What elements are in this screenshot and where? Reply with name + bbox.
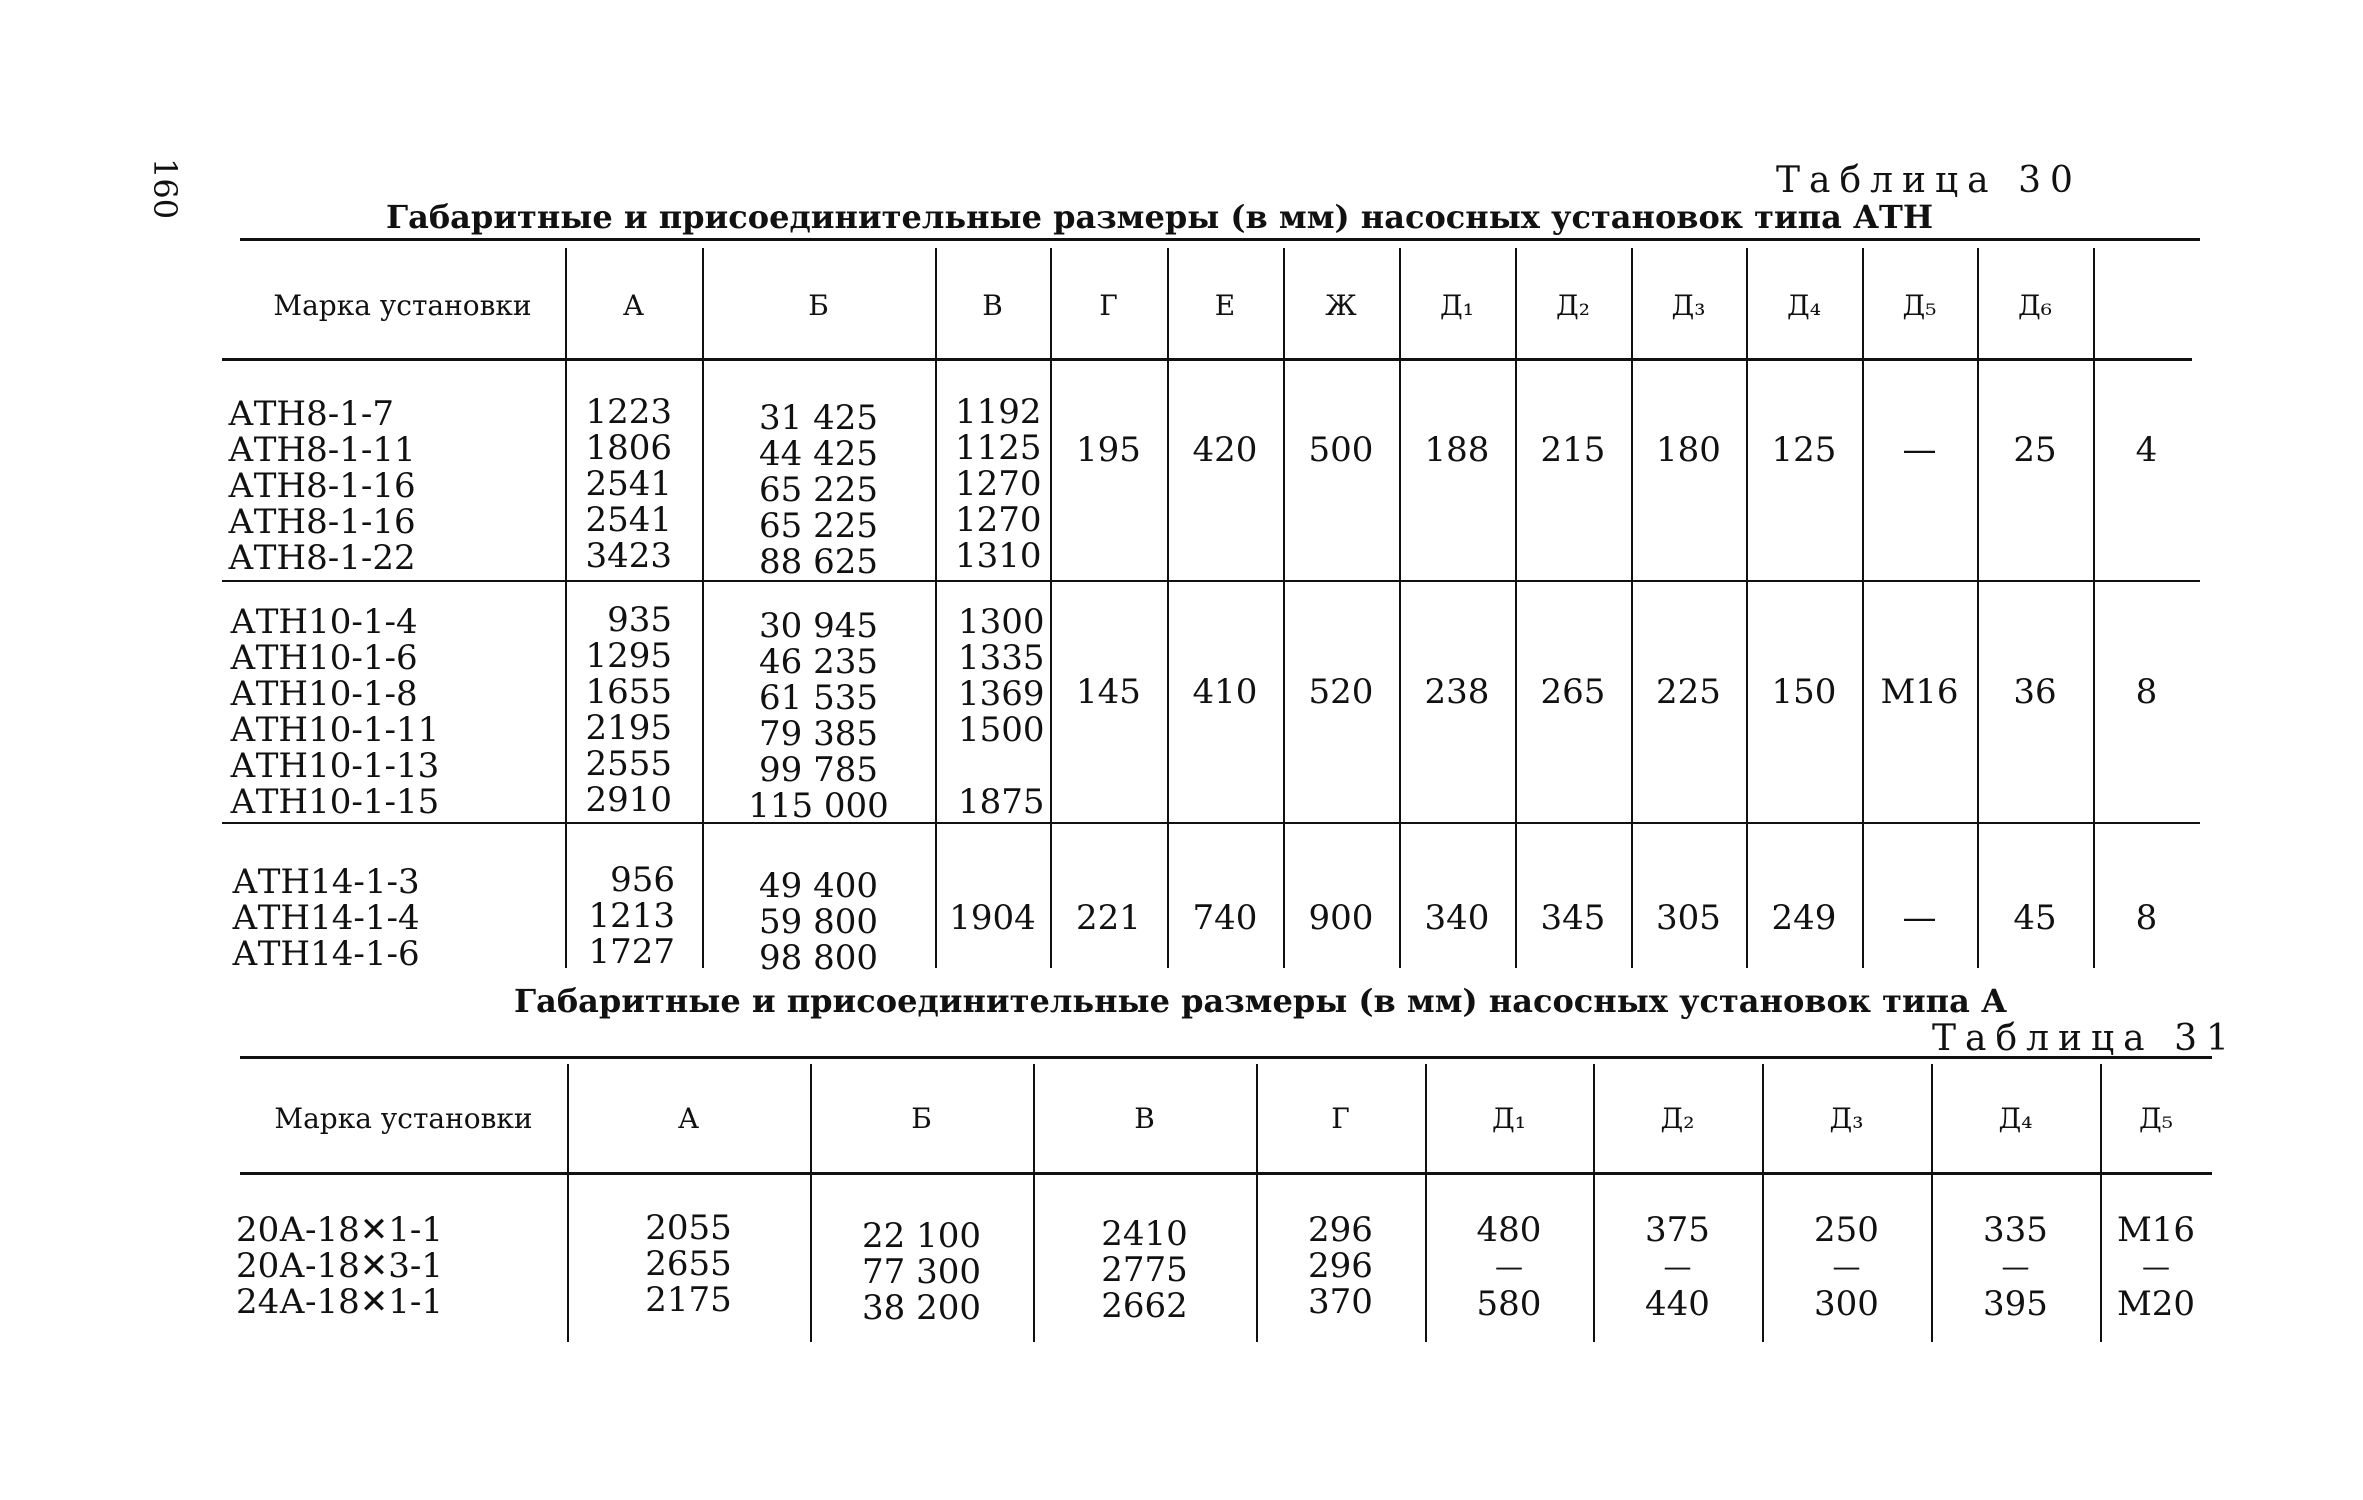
- table31-d4: [1931, 1210, 2100, 1324]
- table31-g: 296 296 370: [1308, 1210, 1373, 1322]
- table31-d3: [1762, 1210, 1931, 1324]
- table31-d5-bottom: М20: [2116, 1284, 2196, 1324]
- table30-header-n: [2093, 270, 2200, 340]
- table30-g3-b: 49 400 59 800 98 800: [759, 866, 878, 978]
- table30-g2-e: 410: [1192, 672, 1258, 712]
- table30-header-d2: Д₂: [1556, 288, 1590, 322]
- table31-d3-bottom: 300: [1814, 1284, 1879, 1324]
- table30-vline: [935, 248, 937, 968]
- table30-g1-e: 420: [1192, 430, 1258, 470]
- table30-header-a: А: [622, 288, 645, 322]
- table30-top-rule: [240, 238, 2200, 241]
- table31-d1: [1425, 1210, 1593, 1324]
- table31-header-v: В: [1134, 1101, 1155, 1135]
- table30-g3-zh: 900: [1308, 898, 1374, 938]
- table30-g2-v: 1300 1335 1369 1500 1875: [958, 602, 1045, 822]
- table30-header-b: Б: [808, 288, 829, 322]
- fraction-dash: —: [1495, 1250, 1523, 1283]
- table30-vline: [1977, 248, 1979, 968]
- table30-vline: [1862, 248, 1864, 968]
- table30-header-d4: Д₄: [1787, 288, 1821, 322]
- table30-group1-rule: [222, 580, 2200, 582]
- table30-header-zh: Ж: [1325, 288, 1357, 322]
- table30-header-mark: Марка установки: [273, 288, 532, 322]
- table30-g1-d2: 215: [1540, 430, 1606, 470]
- table30-header-g: Г: [1099, 288, 1118, 322]
- table30-g1-d6: 25: [2013, 430, 2057, 470]
- table30-g1-g: 195: [1076, 430, 1141, 470]
- table31-header-rule: [240, 1172, 2212, 1175]
- table30-vline: [1399, 248, 1401, 968]
- table31-header-d3: Д₃: [1829, 1101, 1864, 1135]
- table30-g2-d2: 265: [1540, 672, 1606, 712]
- table31-header-d2: Д₂: [1660, 1101, 1695, 1135]
- table31-b: 22 100 77 300 38 200: [862, 1216, 981, 1328]
- table30-g2-a: 935 1295 1655 2195 2555 2910: [585, 600, 672, 820]
- table30-label: Таблица 30: [1776, 160, 2082, 201]
- table30-header-d5: Д₅: [1902, 288, 1937, 322]
- table30-g1-n: 4: [2135, 430, 2158, 470]
- table30-g3-d4: 249: [1771, 898, 1837, 938]
- table30-vline: [1283, 248, 1285, 968]
- table30-header-e: Е: [1214, 288, 1236, 322]
- table31-d4-top: 335: [1983, 1210, 2048, 1250]
- table30-g2-d5: М16: [1880, 672, 1959, 712]
- table31-v: 2410 2775 2662: [1101, 1214, 1188, 1326]
- table31-header-g: Г: [1331, 1101, 1350, 1135]
- table31-d2: [1593, 1210, 1762, 1324]
- table30-title: Габаритные и присоединительные размеры (в мм) насосных установок типа АТН: [386, 198, 1934, 236]
- table30-vline: [2093, 248, 2095, 968]
- table31-label: Таблица 31: [1932, 1018, 2238, 1059]
- table30-g1-d1: 188: [1424, 430, 1490, 470]
- table31-header-mark: Марка установки: [274, 1101, 533, 1135]
- table30-header-d3: Д₃: [1671, 288, 1706, 322]
- table30-g2-d6: 36: [2013, 672, 2057, 712]
- table31-header-a: А: [677, 1101, 700, 1135]
- table31-d1-top: 480: [1476, 1210, 1542, 1250]
- table30-g2-zh: 520: [1308, 672, 1374, 712]
- table30-g3-marks: АТН14-1-3 АТН14-1-4 АТН14-1-6: [232, 862, 420, 974]
- table30-g1-v: 1192 1125 1270 1270 1310: [955, 392, 1042, 576]
- table30-g1-marks: АТН8-1-7 АТН8-1-11 АТН8-1-16 АТН8-1-16 АТН8-1-22: [228, 394, 416, 578]
- table31-title: Габаритные и присоединительные размеры (в мм) насосных установок типа А: [514, 982, 2008, 1020]
- table31-header-d4: Д₄: [1998, 1101, 2033, 1135]
- table30-g3-d5: —: [1902, 898, 1937, 938]
- table30-vline: [1167, 248, 1169, 968]
- table30-g3-n: 8: [2135, 898, 2158, 938]
- table31-marks: 20А-18✕1-1 20А-18✕3-1 24А-18✕1-1: [236, 1210, 444, 1322]
- fraction-dash: —: [1663, 1250, 1692, 1283]
- table30-vline: [1050, 248, 1052, 968]
- table31-header-d5: Д₅: [2139, 1101, 2173, 1135]
- fraction-dash: —: [2142, 1250, 2170, 1283]
- table31-d5: [2100, 1210, 2212, 1324]
- table30-header-d6: Д₆: [2018, 288, 2052, 322]
- table30-header-d1: Д₁: [1440, 288, 1474, 322]
- table30-g2-d1: 238: [1424, 672, 1490, 712]
- table30-g2-g: 145: [1076, 672, 1141, 712]
- table30-g3-d6: 45: [2013, 898, 2057, 938]
- table30-g3-g: 221: [1076, 898, 1141, 938]
- table30-g3-e: 740: [1192, 898, 1258, 938]
- table30-g1-d4: 125: [1771, 430, 1837, 470]
- fraction-dash: —: [1832, 1250, 1861, 1283]
- table31-header-b: Б: [911, 1101, 932, 1135]
- table30-g1-zh: 500: [1308, 430, 1374, 470]
- table31-d3-top: 250: [1814, 1210, 1879, 1250]
- table30-g2-n: 8: [2135, 672, 2158, 712]
- table30-g2-d3: 225: [1656, 672, 1721, 712]
- table30-g1-b: 31 425 44 425 65 225 65 225 88 625: [759, 398, 878, 582]
- table30-g3-v: 1904: [949, 898, 1036, 938]
- table30-g3-d1: 340: [1424, 898, 1490, 938]
- table30-header-v: В: [982, 288, 1003, 322]
- table30-g1-d5: —: [1902, 430, 1937, 470]
- table30-header-rule: [222, 358, 2192, 361]
- table31-d2-bottom: 440: [1645, 1284, 1710, 1324]
- table30-g1-a: 1223 1806 2541 2541 3423: [585, 392, 672, 576]
- table30-g2-d4: 150: [1771, 672, 1837, 712]
- table31-d2-top: 375: [1645, 1210, 1710, 1250]
- table30-vline: [1631, 248, 1633, 968]
- table30-g2-b: 30 945 46 235 61 535 79 385 99 785 115 000: [748, 606, 889, 826]
- table31-d5-top: М16: [2116, 1210, 2196, 1250]
- fraction-dash: —: [2001, 1250, 2030, 1283]
- table30-g1-d3: 180: [1656, 430, 1721, 470]
- table30-vline: [1515, 248, 1517, 968]
- table30-group2-rule: [222, 822, 2200, 824]
- table31-d1-bottom: 580: [1476, 1284, 1542, 1324]
- table30-vline: [1746, 248, 1748, 968]
- table30-g3-a: 956 1213 1727: [588, 860, 675, 972]
- table31-header-d1: Д₁: [1492, 1101, 1526, 1135]
- table30-g2-marks: АТН10-1-4 АТН10-1-6 АТН10-1-8 АТН10-1-11 АТН10-1-13 АТН10-1-15: [230, 602, 440, 822]
- table30-g3-d2: 345: [1540, 898, 1606, 938]
- table31-top-rule: [240, 1056, 2212, 1059]
- table31-a: 2055 2655 2175: [645, 1208, 732, 1320]
- table31-d4-bottom: 395: [1983, 1284, 2048, 1324]
- page-number: 160: [146, 158, 184, 220]
- table30-g3-d3: 305: [1656, 898, 1721, 938]
